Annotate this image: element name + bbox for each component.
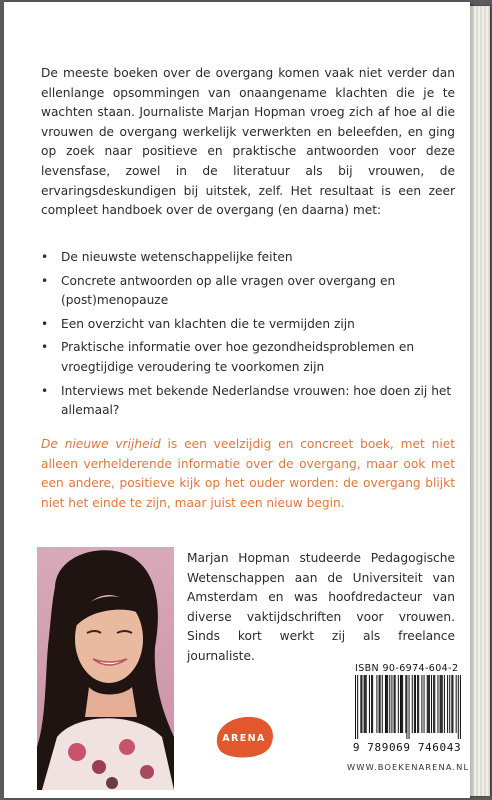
list-item: • De nieuwste wetenschappelijke feiten: [41, 248, 461, 268]
list-item: • Concrete antwoorden op alle vragen over overgang en (post)menopauze: [41, 272, 461, 311]
author-portrait-image: [37, 547, 174, 790]
arena-publisher-logo: [211, 713, 277, 759]
author-bio: Marjan Hopman studeerde Pedagogische Wetenschappen aan de Universiteit van Amsterdam en was hoofdredacteur van diverse vaktijdschriften voor vrouwen. Sinds kort werkt zij als freelance journaliste.: [187, 551, 455, 663]
isbn-number: ISBN 90-6974-604-2: [355, 663, 459, 674]
barcode-digits: 9 789069 746043: [352, 741, 462, 754]
list-item: • Een overzicht van klachten die te vermijden zijn: [41, 315, 461, 335]
feature-list: [41, 248, 461, 425]
publisher-website: WWW.BOEKENARENA.NL: [347, 762, 470, 772]
list-item: • Praktische informatie over hoe gezondheidsproblemen en vroegtijdige veroudering te voorkomen zijn: [41, 338, 461, 377]
list-item: • Interviews met bekende Nederlandse vrouwen: hoe doen zij het allemaal?: [41, 382, 461, 421]
publisher-name: ARENA: [222, 733, 266, 744]
summary-paragraph: [41, 435, 455, 513]
isbn-barcode: [355, 675, 461, 739]
book-title-italic: De nieuwe vrijheid: [41, 437, 161, 451]
intro-paragraph: De meeste boeken over de overgang komen vaak niet verder dan ellenlange opsommingen van onaangename klachten die je te wachten staan. Journaliste Marjan Hopman vroeg zich af hoe al die vrouwen de overgang werkelijk verwerkten en beleefden, en ging op zoek naar positieve en praktische antwoorden voor deze levensfase, zowel in de literatuur als bij vrouwen, de ervaringsdeskundigen bij uitstek, zelf. Het resultaat is een zeer compleet handboek over de overgang (en daarna) met:: [41, 66, 455, 218]
summary-text: is een veelzijdig en concreet boek, met niet alleen verhelderende informatie over de overgang, maar ook met een andere, positieve kijk op het ouder worden: de overgang blijkt niet het einde te zijn, maar juist een nieuw begin.: [41, 437, 455, 510]
back-cover: [4, 2, 470, 798]
